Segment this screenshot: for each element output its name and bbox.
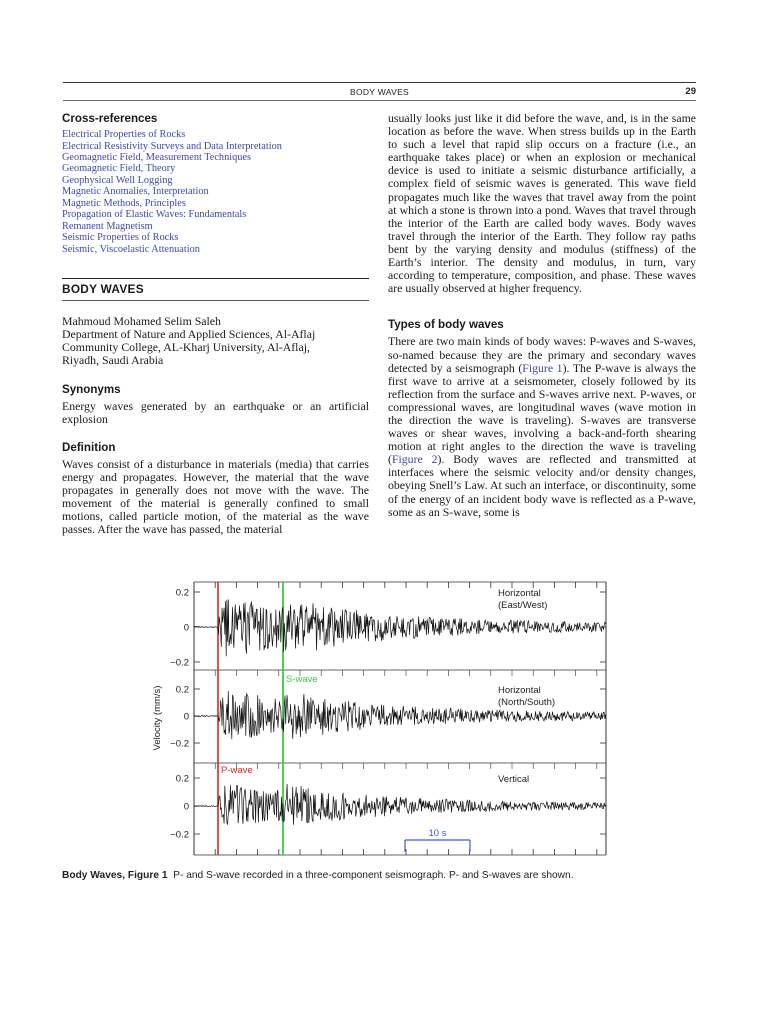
article-top-rule <box>62 278 369 279</box>
page-number: 29 <box>685 86 696 97</box>
synonyms-text: Energy waves generated by an earthquake or an artificial explosion <box>62 398 369 426</box>
cross-reference-item <box>62 152 369 163</box>
article-title-rule <box>62 300 369 301</box>
cross-reference-link[interactable]: Electrical Properties of Rocks <box>62 129 186 141</box>
cross-reference-item <box>62 244 369 255</box>
header-underline <box>63 100 696 101</box>
author-block <box>62 315 369 367</box>
velocity-tick-label: 0.2 <box>175 773 189 785</box>
types-text <box>388 335 696 518</box>
cross-reference-link[interactable]: Geomagnetic Field, Measurement Techniques <box>62 152 251 163</box>
types-text-part: ). The P-wave is always the first wave to arrive at a seismometer, closely followed by its reflection from the surface and S-waves arrive next. P-waves, or compressional waves, are longitudinal waves (wave motion in the direction the wave is traveling). S-waves are transverse waves or shear waves, involving a back-and-forth shearing motion at right angles to the direction the wave is traveling ( <box>388 360 696 467</box>
cross-reference-link[interactable]: Magnetic Methods, Principles <box>62 197 186 209</box>
trace-label: (East/West) <box>498 600 548 611</box>
velocity-tick-label: −0.2 <box>170 738 189 750</box>
p-wave-label: P-wave <box>221 765 253 776</box>
cross-reference-link[interactable]: Magnetic Anomalies, Interpretation <box>62 186 209 198</box>
y-axis-label: Velocity (mm/s) <box>152 685 163 751</box>
cross-reference-link[interactable]: Geophysical Well Logging <box>62 174 173 186</box>
seismogram-plot <box>150 578 620 863</box>
right-column <box>388 112 696 519</box>
definition-text: Waves consist of a disturbance in materials (media) that carries energy and propagates. However, the material that the wave propagates in generally does not move with the wave. The movement of the material is generally confined to small motions, called particle motion, of the material as the wave passes. After the wave has passed, the material <box>62 456 369 537</box>
time-scale-label: 10 s <box>428 828 447 839</box>
velocity-tick-label: 0 <box>183 622 189 634</box>
author-name: Mahmoud Mohamed Selim Saleh <box>62 314 221 329</box>
affiliation-line: Department of Nature and Applied Sciences, Al-Aflaj <box>62 327 316 342</box>
velocity-tick-label: −0.2 <box>170 657 189 669</box>
figure-caption <box>62 870 696 881</box>
velocity-tick-label: −0.2 <box>170 829 189 841</box>
cross-reference-item <box>62 198 369 209</box>
definition-heading: Definition <box>62 440 116 454</box>
trace-label: (North/South) <box>498 697 556 708</box>
velocity-tick-label: 0.2 <box>175 684 189 696</box>
cross-reference-item <box>62 141 369 152</box>
types-text-part: ). Body waves are reflected and transmitted at interfaces where the seismic velocity and/or density changes, obeying Snell’s Law. At such an interface, or discontinuity, some of the energy of an incident body wave is reflected as a P-wave, some as an S-wave, some is <box>388 452 696 519</box>
cross-reference-item <box>62 186 369 197</box>
cross-references-heading: Cross-references <box>62 112 158 125</box>
cross-reference-item <box>62 163 369 174</box>
trace-label: Vertical <box>498 774 530 785</box>
cross-reference-item <box>62 129 369 140</box>
cross-reference-link[interactable]: Propagation of Elastic Waves: Fundamentals <box>62 209 247 221</box>
caption-text: P- and S-wave recorded in a three-component seismograph. P- and S-waves are shown. <box>173 870 574 881</box>
seismic-trace <box>194 784 606 825</box>
left-column <box>62 112 369 536</box>
seismogram-figure <box>150 578 620 863</box>
cross-reference-link[interactable]: Seismic Properties of Rocks <box>62 232 179 244</box>
cross-reference-link[interactable]: Electrical Resistivity Surveys and Data Interpretation <box>62 140 282 152</box>
types-text-part: There are two main kinds of body waves: P-waves and S-waves, so-named because they are the primary and secondary waves detected by a seismograph ( <box>388 334 696 375</box>
affiliation-line: Riyadh, Saudi Arabia <box>62 353 164 368</box>
cross-reference-link[interactable]: Seismic, Viscoelastic Attenuation <box>62 243 200 255</box>
cross-reference-item <box>62 232 369 243</box>
trace-label: Horizontal <box>498 588 541 599</box>
running-title: BODY WAVES <box>349 87 410 97</box>
cross-reference-link[interactable]: Geomagnetic Field, Theory <box>62 163 176 175</box>
types-heading: Types of body waves <box>388 318 504 332</box>
cross-reference-item <box>62 221 369 232</box>
figure-1-link[interactable]: Figure 1 <box>522 360 563 375</box>
cross-references-list <box>62 129 369 255</box>
definition-continuation: usually looks just like it did before the wave, and, is in the same location as before the wave. When stress builds up in the Earth to such a level that rapid slip occurs on a fracture (i.e., an earthquake takes place) or when an explosion or mechanical device is used to initiate a seismic disturbance artificially, a complex field of seismic waves is generated. This wave field propagates much like the waves that travel away from the point at which a stone is thrown into a pond. Waves that travel through the interior of the Earth are called body waves. Body waves travel through the interior of the Earth. They follow ray paths bent by the varying density and modulus (stiffness) of the Earth’s interior. The density and modulus, in turn, vary according to temperature, composition, and phase. These waves are usually observed at higher frequency. <box>388 111 696 296</box>
figure-2-link[interactable]: Figure 2 <box>391 452 438 467</box>
velocity-tick-label: 0 <box>183 711 189 723</box>
trace-label: Horizontal <box>498 685 541 696</box>
s-wave-label: S-wave <box>286 674 318 685</box>
cross-reference-link[interactable]: Remanent Magnetism <box>62 220 153 232</box>
velocity-tick-label: 0.2 <box>175 587 189 599</box>
caption-label: Body Waves, Figure 1 <box>62 870 168 881</box>
cross-reference-item <box>62 175 369 186</box>
affiliation-line: Community College, AL-Kharj University, Al-Aflaj, <box>62 340 310 355</box>
header-rule <box>63 82 696 83</box>
article-title: BODY WAVES <box>62 282 144 297</box>
cross-reference-item <box>62 209 369 220</box>
velocity-tick-label: 0 <box>183 801 189 813</box>
synonyms-heading: Synonyms <box>62 382 121 396</box>
